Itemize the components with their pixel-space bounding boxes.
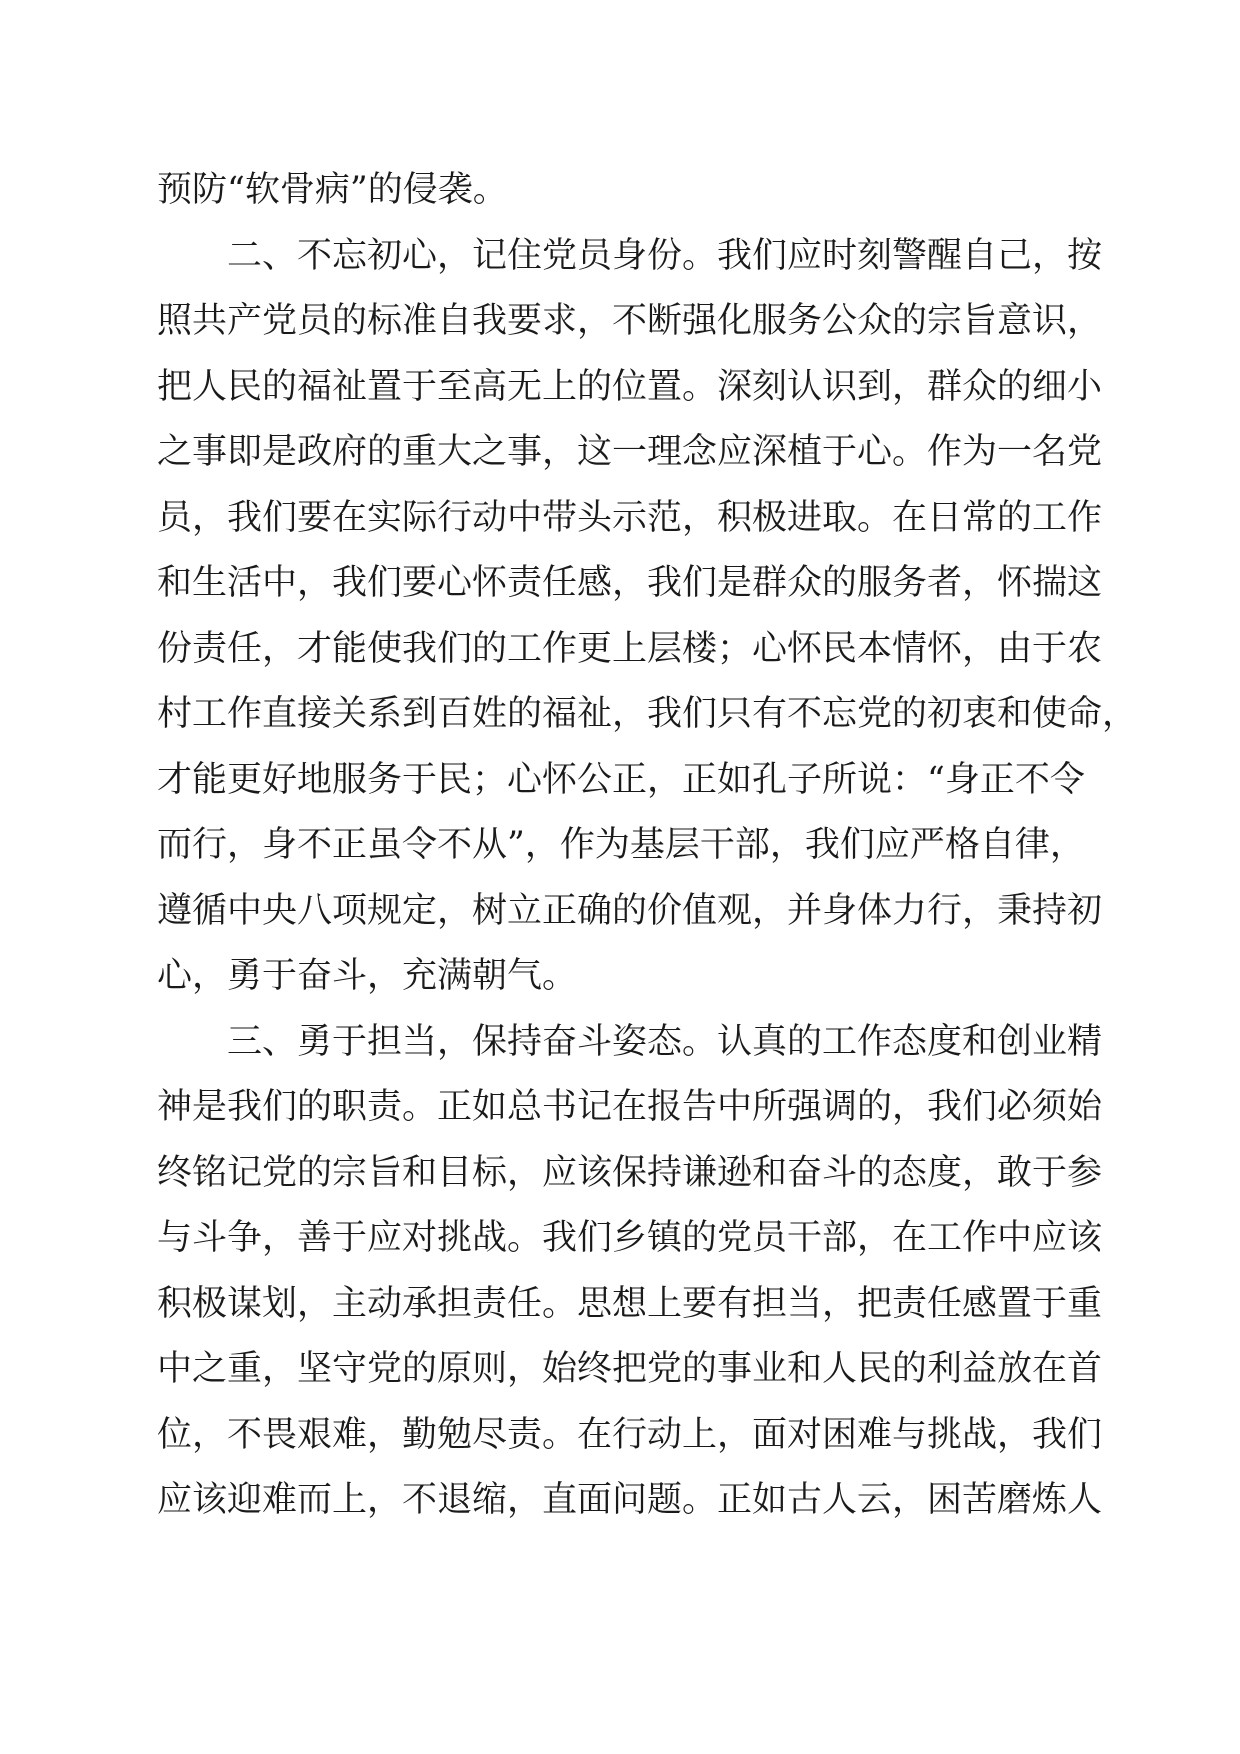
- section-three-heading-line: 三、勇于担当，保持奋斗姿态。认真的工作态度和创业精: [227, 1021, 1103, 1062]
- text-line: 与斗争，善于应对挑战。我们乡镇的党员干部，在工作中应该: [157, 1218, 1103, 1258]
- text-line: 终铭记党的宗旨和目标，应该保持谦逊和奋斗的态度，敢于参: [157, 1152, 1103, 1193]
- text-line: 位，不畏艰难，勤勉尽责。在行动上，面对困难与挑战，我们: [157, 1414, 1103, 1455]
- text-line: 遵循中央八项规定，树立正确的价值观，并身体力行，秉持初: [157, 890, 1103, 931]
- text-line: 村工作直接关系到百姓的福祉，我们只有不忘党的初衷和使命，: [157, 694, 1138, 734]
- text-line: 之事即是政府的重大之事，这一理念应深植于心。作为一名党: [157, 432, 1103, 472]
- text-line: 员，我们要在实际行动中带头示范，积极进取。在日常的工作: [157, 497, 1103, 538]
- text-line: 应该迎难而上，不退缩，直面问题。正如古人云，困苦磨炼人: [157, 1480, 1103, 1520]
- text-line: 照共产党员的标准自我要求，不断强化服务公众的宗旨意识，: [157, 301, 1103, 341]
- text-line: 预防“软骨病”的侵袭。: [157, 170, 508, 210]
- text-line: 心，勇于奋斗，充满朝气。: [157, 956, 578, 996]
- text-line: 才能更好地服务于民；心怀公正，正如孔子所说：“身正不令: [157, 759, 1085, 800]
- body-text: [157, 158, 1138, 1534]
- text-line: 积极谋划，主动承担责任。思想上要有担当，把责任感置于重: [157, 1283, 1103, 1324]
- text-line: 而行，身不正虽令不从”，作为基层干部，我们应严格自律，: [157, 825, 1085, 865]
- text-line: 份责任，才能使我们的工作更上层楼；心怀民本情怀，由于农: [157, 628, 1103, 669]
- text-line: 把人民的福祉置于至高无上的位置。深刻认识到，群众的细小: [157, 366, 1103, 407]
- section-two-heading-line: 二、不忘初心，记住党员身份。我们应时刻警醒自己，按: [227, 235, 1103, 276]
- text-line: 神是我们的职责。正如总书记在报告中所强调的，我们必须始: [157, 1087, 1103, 1127]
- text-line: 和生活中，我们要心怀责任感，我们是群众的服务者，怀揣这: [157, 563, 1103, 603]
- text-line: 中之重，坚守党的原则，始终把党的事业和人民的利益放在首: [157, 1349, 1103, 1389]
